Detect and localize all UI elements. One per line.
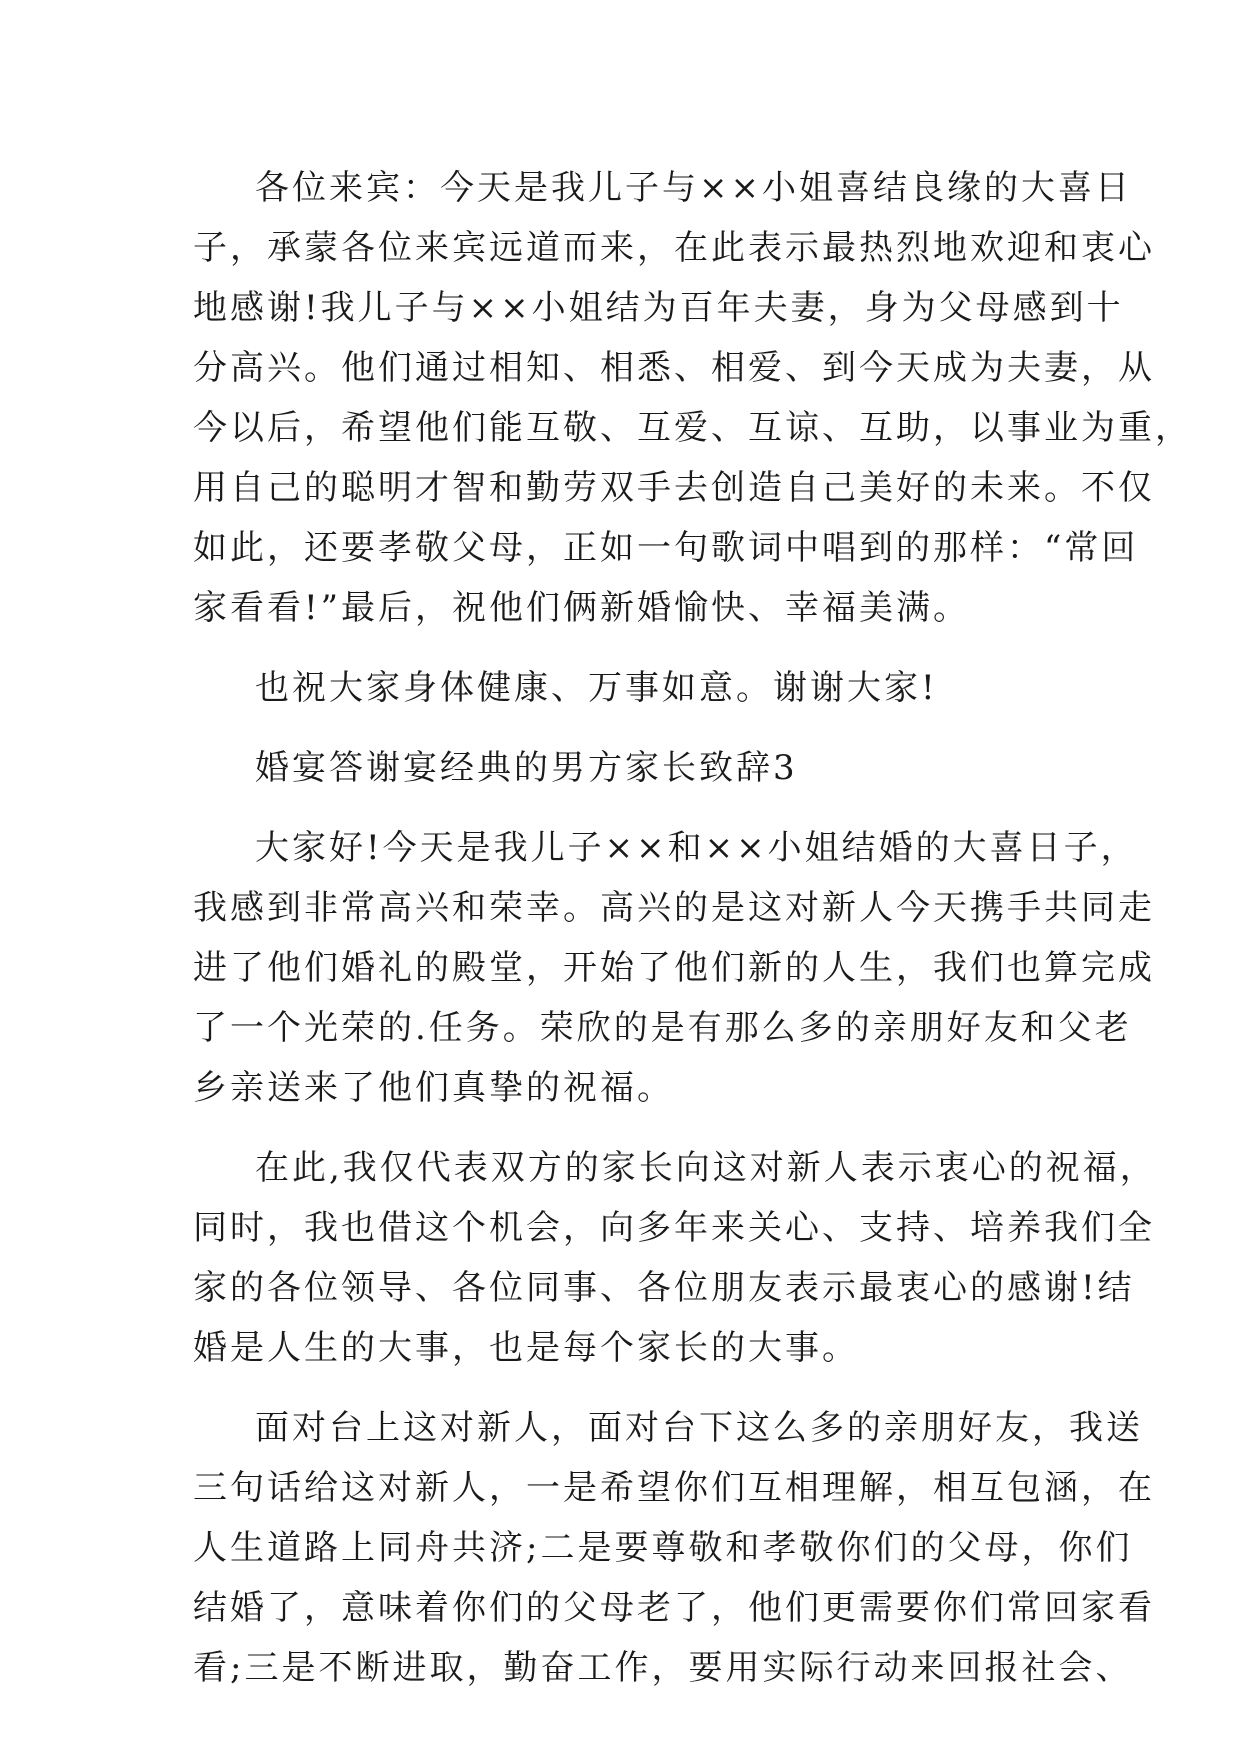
section-heading [193, 738, 1059, 798]
text-line: 我感到非常高兴和荣幸。高兴的是这对新人今天携手共同走 [193, 888, 1155, 928]
text-line: 如此，还要孝敬父母，正如一句歌词中唱到的那样：“常回 [193, 528, 1139, 568]
text-line: 子，承蒙各位来宾远道而来，在此表示最热烈地欢迎和衷心 [193, 228, 1155, 268]
text-line: 乡亲送来了他们真挚的祝福。 [193, 1068, 674, 1108]
text-line: 各位来宾：今天是我儿子与××小姐喜结良缘的大喜日 [255, 168, 1132, 208]
text-line: 分高兴。他们通过相知、相悉、相爱、到今天成为夫妻，从 [193, 348, 1155, 388]
text-line: 家的各位领导、各位同事、各位朋友表示最衷心的感谢!结 [193, 1268, 1135, 1308]
paragraph-thanks [193, 1138, 1157, 1378]
text-line: 家看看!”最后，祝他们俩新婚愉快、幸福美满。 [193, 588, 971, 628]
text-line: 用自己的聪明才智和勤劳双手去创造自己美好的未来。不仅 [193, 468, 1155, 508]
text-line: 同时，我也借这个机会，向多年来关心、支持、培养我们全 [193, 1208, 1155, 1248]
paragraph-three-wishes [193, 1398, 1155, 1698]
paragraph-greeting [193, 818, 1155, 1118]
document-body [193, 158, 1192, 1698]
text-line: 婚是人生的大事，也是每个家长的大事。 [193, 1328, 859, 1368]
text-line: 面对台上这对新人，面对台下这么多的亲朋好友，我送 [255, 1408, 1143, 1448]
text-line: 看;三是不断进取，勤奋工作，要用实际行动来回报社会、 [193, 1648, 1133, 1688]
text-line: 人生道路上同舟共济;二是要尊敬和孝敬你们的父母，你们 [193, 1528, 1133, 1568]
text-line: 地感谢!我儿子与××小姐结为百年夫妻，身为父母感到十 [193, 288, 1124, 328]
text-line: 今以后，希望他们能互敬、互爱、互谅、互助，以事业为重， [193, 408, 1192, 448]
paragraph-welcome [193, 158, 1192, 638]
text-line: 了一个光荣的.任务。荣欣的是有那么多的亲朋好友和父老 [193, 1008, 1132, 1048]
text-line: 也祝大家身体健康、万事如意。谢谢大家! [255, 668, 938, 708]
heading-line: 婚宴答谢宴经典的男方家长致辞3 [255, 748, 798, 788]
text-line: 在此,我仅代表双方的家长向这对新人表示衷心的祝福， [255, 1148, 1157, 1188]
text-line: 进了他们婚礼的殿堂，开始了他们新的人生，我们也算完成 [193, 948, 1155, 988]
text-line: 三句话给这对新人，一是希望你们互相理解，相互包涵，在 [193, 1468, 1155, 1508]
text-line: 大家好!今天是我儿子××和××小姐结婚的大喜日子， [255, 828, 1138, 868]
paragraph-closing-wish [193, 658, 1059, 718]
text-line: 结婚了，意味着你们的父母老了，他们更需要你们常回家看 [193, 1588, 1155, 1628]
